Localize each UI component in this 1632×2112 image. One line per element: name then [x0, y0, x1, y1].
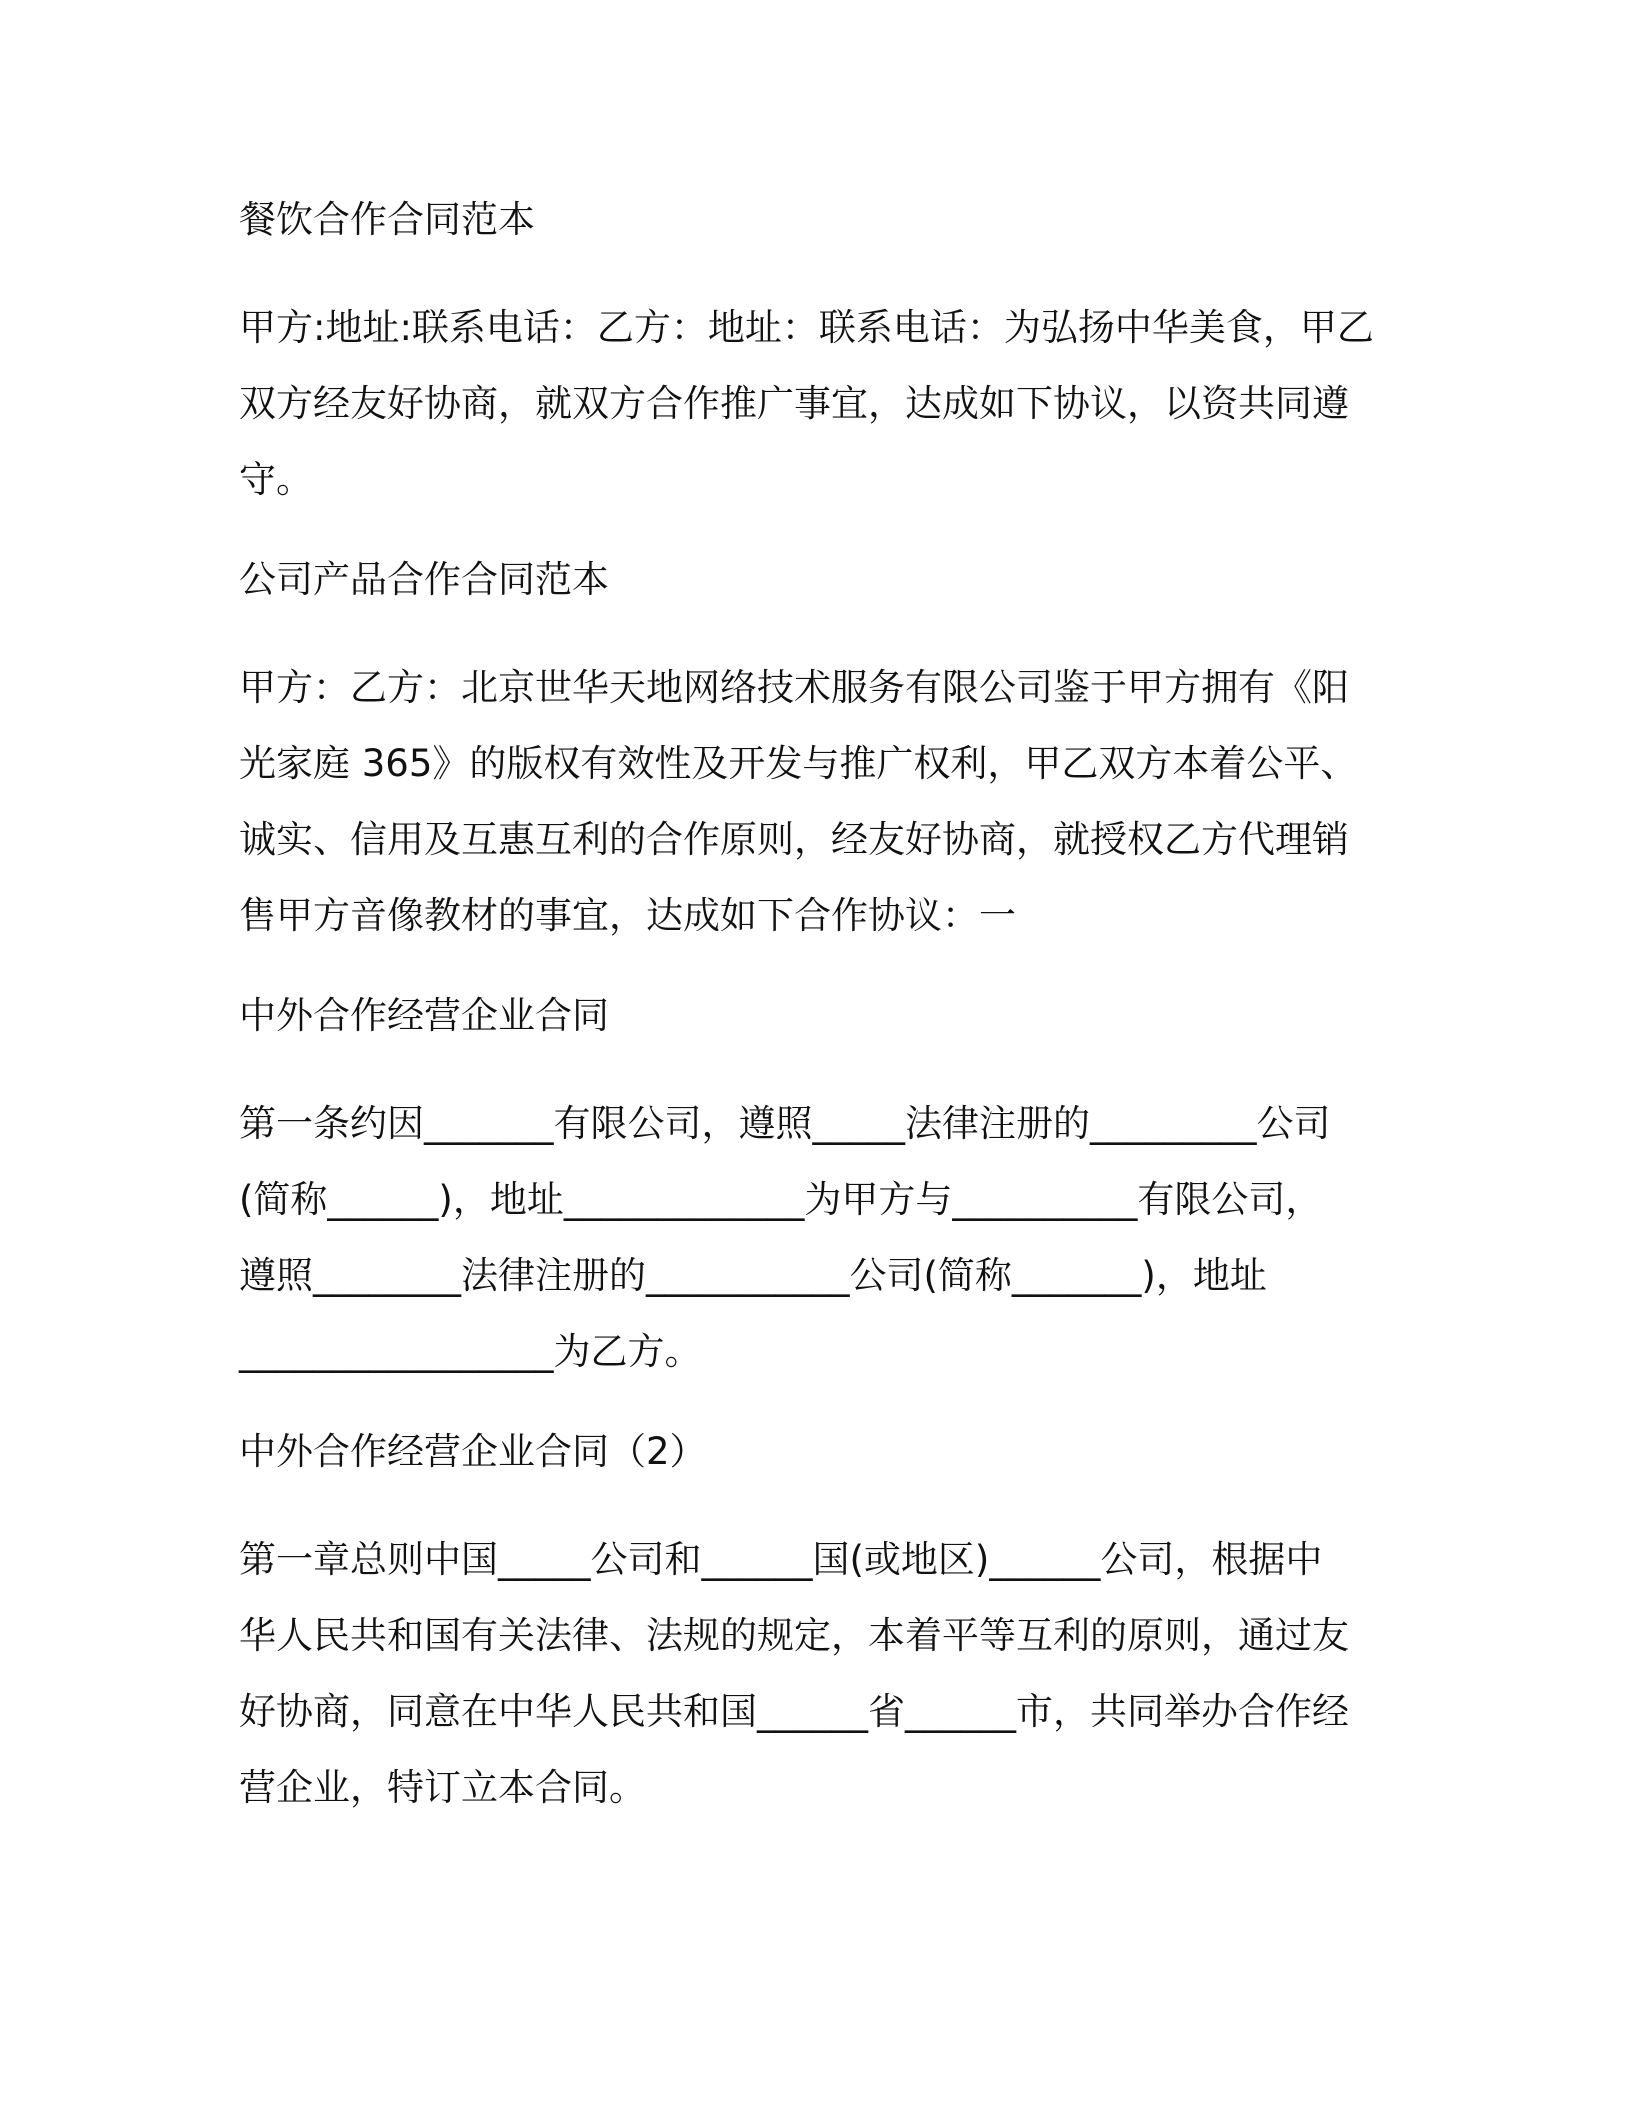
section-heading: 餐饮合作合同范本 — [239, 198, 535, 241]
paragraph-line: 守。 — [239, 458, 313, 501]
paragraph-line: 诚实、信用及互惠互利的合作原则，经友好协商，就授权乙方代理销 — [239, 818, 1349, 861]
section-paragraph — [239, 290, 1399, 518]
paragraph-line: 双方经友好协商，就双方合作推广事宜，达成如下协议，以资共同遵 — [239, 382, 1349, 425]
paragraph-line: 售甲方音像教材的事宜，达成如下合作协议：一 — [239, 894, 1016, 937]
paragraph-line: 甲方:地址:联系电话：乙方：地址：联系电话：为弘扬中华美食，甲乙 — [239, 306, 1374, 349]
section-heading: 中外合作经营企业合同（2） — [239, 1430, 707, 1473]
paragraph-line: _________________为乙方。 — [239, 1330, 702, 1373]
paragraph-line: 第一章总则中国_____公司和______国(或地区)______公司，根据中 — [239, 1538, 1323, 1581]
paragraph-line: 遵照________法律注册的___________公司(简称_______)，地址 — [239, 1254, 1267, 1297]
paragraph-line: 营企业，特订立本合同。 — [239, 1766, 646, 1809]
paragraph-line: 好协商，同意在中华人民共和国______省______市，共同举办合作经 — [239, 1690, 1349, 1733]
paragraph-line: (简称______)，地址_____________为甲方与__________有限公司， — [239, 1178, 1323, 1221]
document-body — [239, 186, 1399, 1854]
section-paragraph — [239, 650, 1399, 954]
paragraph-line: 第一条约因_______有限公司，遵照_____法律注册的_________公司 — [239, 1102, 1331, 1145]
section-paragraph — [239, 1086, 1399, 1390]
section-heading: 公司产品合作合同范本 — [239, 558, 609, 601]
paragraph-line: 华人民共和国有关法律、法规的规定，本着平等互利的原则，通过友 — [239, 1614, 1349, 1657]
section-paragraph — [239, 1522, 1399, 1826]
section-heading: 中外合作经营企业合同 — [239, 994, 609, 1037]
paragraph-line: 甲方：乙方：北京世华天地网络技术服务有限公司鉴于甲方拥有《阳 — [239, 666, 1349, 709]
paragraph-line: 光家庭 365》的版权有效性及开发与推广权利，甲乙双方本着公平、 — [239, 742, 1358, 785]
